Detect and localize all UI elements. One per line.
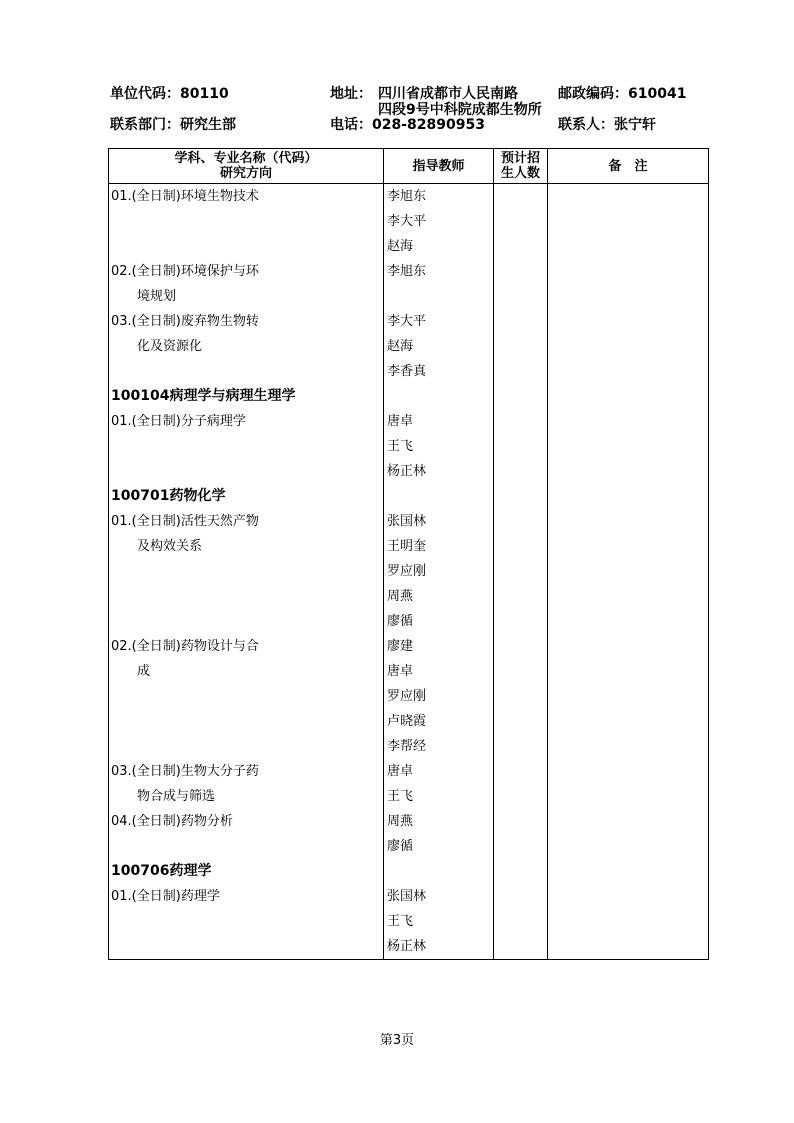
unit-code: 单位代码：80110 bbox=[110, 86, 229, 102]
quota-cell bbox=[494, 484, 548, 509]
table-row bbox=[109, 234, 709, 259]
subject-cell bbox=[109, 934, 384, 960]
header-quota bbox=[494, 149, 548, 184]
subject-cell bbox=[109, 459, 384, 484]
table-body bbox=[109, 184, 709, 960]
subject-cell: 02.(全日制)药物设计与合 bbox=[109, 634, 384, 659]
table-row bbox=[109, 784, 709, 809]
subject-cell bbox=[109, 359, 384, 384]
note-cell bbox=[548, 884, 709, 909]
note-cell bbox=[548, 934, 709, 960]
subject-cell: 100104病理学与病理生理学 bbox=[109, 384, 384, 409]
note-cell bbox=[548, 609, 709, 634]
advisor-cell: 李帮经 bbox=[384, 734, 494, 759]
advisor-cell bbox=[384, 484, 494, 509]
subject-cell: 物合成与筛选 bbox=[109, 784, 384, 809]
table-row bbox=[109, 434, 709, 459]
note-cell bbox=[548, 534, 709, 559]
subject-cell bbox=[109, 434, 384, 459]
table-row bbox=[109, 684, 709, 709]
quota-cell bbox=[494, 459, 548, 484]
quota-cell bbox=[494, 384, 548, 409]
advisor-cell: 杨正林 bbox=[384, 459, 494, 484]
quota-cell bbox=[494, 859, 548, 884]
quota-cell bbox=[494, 334, 548, 359]
table-row bbox=[109, 209, 709, 234]
table-row bbox=[109, 259, 709, 284]
subject-cell bbox=[109, 559, 384, 584]
subject-cell: 100701药物化学 bbox=[109, 484, 384, 509]
table-row bbox=[109, 459, 709, 484]
note-cell bbox=[548, 259, 709, 284]
note-cell bbox=[548, 909, 709, 934]
table-row bbox=[109, 759, 709, 784]
page-number: 第3页 bbox=[379, 1033, 415, 1048]
header-note: 备 注 bbox=[548, 149, 709, 184]
subject-cell: 01.(全日制)分子病理学 bbox=[109, 409, 384, 434]
table-row bbox=[109, 309, 709, 334]
note-cell bbox=[548, 234, 709, 259]
quota-cell bbox=[494, 834, 548, 859]
advisor-cell: 李旭东 bbox=[384, 259, 494, 284]
table-row bbox=[109, 334, 709, 359]
advisor-cell: 廖循 bbox=[384, 609, 494, 634]
advisor-cell: 唐卓 bbox=[384, 659, 494, 684]
quota-cell bbox=[494, 584, 548, 609]
note-cell bbox=[548, 859, 709, 884]
quota-cell bbox=[494, 909, 548, 934]
subject-cell bbox=[109, 584, 384, 609]
quota-cell bbox=[494, 234, 548, 259]
advisor-cell: 廖建 bbox=[384, 634, 494, 659]
advisor-cell bbox=[384, 859, 494, 884]
subject-cell: 01.(全日制)环境生物技术 bbox=[109, 184, 384, 210]
advisor-cell: 李大平 bbox=[384, 309, 494, 334]
subject-cell bbox=[109, 209, 384, 234]
advisor-cell: 杨正林 bbox=[384, 934, 494, 960]
quota-cell bbox=[494, 559, 548, 584]
table-row bbox=[109, 709, 709, 734]
note-cell bbox=[548, 359, 709, 384]
postcode: 邮政编码：610041 bbox=[558, 86, 687, 102]
note-cell bbox=[548, 334, 709, 359]
subject-cell bbox=[109, 709, 384, 734]
advisor-cell: 赵海 bbox=[384, 334, 494, 359]
table-row bbox=[109, 184, 709, 210]
table-row bbox=[109, 284, 709, 309]
advisor-cell: 王飞 bbox=[384, 784, 494, 809]
header-subject bbox=[109, 149, 384, 184]
quota-cell bbox=[494, 634, 548, 659]
note-cell bbox=[548, 484, 709, 509]
subject-cell: 成 bbox=[109, 659, 384, 684]
table-row bbox=[109, 509, 709, 534]
table-header-row bbox=[109, 149, 709, 184]
subject-cell: 04.(全日制)药物分析 bbox=[109, 809, 384, 834]
quota-cell bbox=[494, 659, 548, 684]
header-quota-line2: 生人数 bbox=[500, 166, 540, 181]
advisor-cell: 罗应刚 bbox=[384, 684, 494, 709]
header-subject-line1: 学科、专业名称（代码） bbox=[174, 151, 318, 166]
contact: 联系人：张宁轩 bbox=[558, 117, 656, 133]
table-row bbox=[109, 359, 709, 384]
table-row bbox=[109, 634, 709, 659]
advisor-cell: 李大平 bbox=[384, 209, 494, 234]
advisor-cell: 卢晓霞 bbox=[384, 709, 494, 734]
subject-cell: 02.(全日制)环境保护与环 bbox=[109, 259, 384, 284]
table-row bbox=[109, 659, 709, 684]
department: 联系部门：研究生部 bbox=[110, 117, 236, 133]
subject-cell bbox=[109, 909, 384, 934]
subject-cell: 及构效关系 bbox=[109, 534, 384, 559]
quota-cell bbox=[494, 509, 548, 534]
quota-cell bbox=[494, 734, 548, 759]
address-line2: 四段9号中科院成都生物所 bbox=[378, 102, 542, 118]
quota-cell bbox=[494, 184, 548, 210]
phone: 电话：028-82890953 bbox=[330, 117, 485, 133]
note-cell bbox=[548, 634, 709, 659]
note-cell bbox=[548, 184, 709, 210]
header-advisor: 指导教师 bbox=[384, 149, 494, 184]
quota-cell bbox=[494, 809, 548, 834]
table-row bbox=[109, 609, 709, 634]
note-cell bbox=[548, 409, 709, 434]
note-cell bbox=[548, 834, 709, 859]
subject-cell: 03.(全日制)生物大分子药 bbox=[109, 759, 384, 784]
quota-cell bbox=[494, 759, 548, 784]
note-cell bbox=[548, 559, 709, 584]
note-cell bbox=[548, 209, 709, 234]
note-cell bbox=[548, 784, 709, 809]
advisor-cell: 周燕 bbox=[384, 809, 494, 834]
address-line1: 四川省成都市人民南路 bbox=[378, 86, 518, 102]
advisor-cell: 赵海 bbox=[384, 234, 494, 259]
advisor-cell: 李旭东 bbox=[384, 184, 494, 210]
note-cell bbox=[548, 759, 709, 784]
advisor-cell: 唐卓 bbox=[384, 759, 494, 784]
quota-cell bbox=[494, 609, 548, 634]
advisor-cell bbox=[384, 384, 494, 409]
enrollment-table bbox=[108, 148, 709, 960]
advisor-cell: 王飞 bbox=[384, 434, 494, 459]
note-cell bbox=[548, 459, 709, 484]
advisor-cell: 李香真 bbox=[384, 359, 494, 384]
quota-cell bbox=[494, 784, 548, 809]
note-cell bbox=[548, 509, 709, 534]
table-row bbox=[109, 559, 709, 584]
table-row bbox=[109, 734, 709, 759]
table-row bbox=[109, 809, 709, 834]
note-cell bbox=[548, 709, 709, 734]
note-cell bbox=[548, 384, 709, 409]
quota-cell bbox=[494, 934, 548, 960]
header-quota-line1: 预计招 bbox=[500, 151, 540, 166]
quota-cell bbox=[494, 309, 548, 334]
subject-cell: 境规划 bbox=[109, 284, 384, 309]
quota-cell bbox=[494, 259, 548, 284]
table-row bbox=[109, 534, 709, 559]
note-cell bbox=[548, 309, 709, 334]
subject-cell: 100706药理学 bbox=[109, 859, 384, 884]
table-row bbox=[109, 384, 709, 409]
note-cell bbox=[548, 434, 709, 459]
advisor-cell: 王明奎 bbox=[384, 534, 494, 559]
table-row bbox=[109, 484, 709, 509]
note-cell bbox=[548, 734, 709, 759]
note-cell bbox=[548, 284, 709, 309]
advisor-cell: 唐卓 bbox=[384, 409, 494, 434]
table-row bbox=[109, 859, 709, 884]
table-row bbox=[109, 884, 709, 909]
subject-cell bbox=[109, 834, 384, 859]
subject-cell: 01.(全日制)活性天然产物 bbox=[109, 509, 384, 534]
subject-cell bbox=[109, 234, 384, 259]
advisor-cell: 王飞 bbox=[384, 909, 494, 934]
subject-cell: 03.(全日制)废弃物生物转 bbox=[109, 309, 384, 334]
address-label: 地址： bbox=[330, 86, 372, 102]
table-row bbox=[109, 909, 709, 934]
advisor-cell: 罗应刚 bbox=[384, 559, 494, 584]
advisor-cell: 张国林 bbox=[384, 509, 494, 534]
quota-cell bbox=[494, 409, 548, 434]
quota-cell bbox=[494, 534, 548, 559]
quota-cell bbox=[494, 359, 548, 384]
quota-cell bbox=[494, 884, 548, 909]
note-cell bbox=[548, 809, 709, 834]
table-row bbox=[109, 834, 709, 859]
quota-cell bbox=[494, 709, 548, 734]
table-row bbox=[109, 934, 709, 960]
subject-cell bbox=[109, 734, 384, 759]
advisor-cell: 廖循 bbox=[384, 834, 494, 859]
note-cell bbox=[548, 659, 709, 684]
header-subject-line2: 研究方向 bbox=[219, 166, 272, 181]
subject-cell bbox=[109, 609, 384, 634]
advisor-cell: 张国林 bbox=[384, 884, 494, 909]
table-row bbox=[109, 584, 709, 609]
subject-cell bbox=[109, 684, 384, 709]
subject-cell: 化及资源化 bbox=[109, 334, 384, 359]
table-row bbox=[109, 409, 709, 434]
quota-cell bbox=[494, 434, 548, 459]
quota-cell bbox=[494, 209, 548, 234]
note-cell bbox=[548, 684, 709, 709]
subject-cell: 01.(全日制)药理学 bbox=[109, 884, 384, 909]
advisor-cell: 周燕 bbox=[384, 584, 494, 609]
note-cell bbox=[548, 584, 709, 609]
advisor-cell bbox=[384, 284, 494, 309]
quota-cell bbox=[494, 284, 548, 309]
quota-cell bbox=[494, 684, 548, 709]
